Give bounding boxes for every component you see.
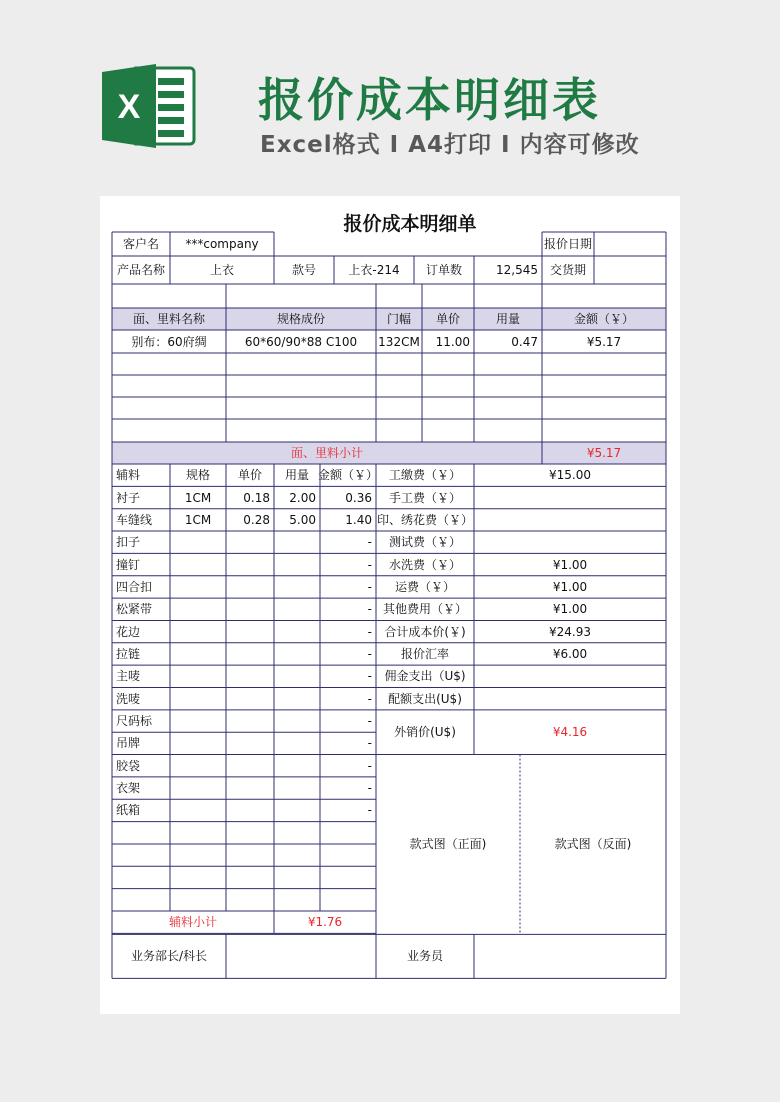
acc-row-price	[226, 777, 274, 799]
export-price-label: 外销价(U$)	[394, 725, 456, 740]
cost-value: ¥15.00	[549, 468, 591, 483]
acc-row-name: 洗唛	[116, 691, 141, 706]
fabric-subtotal-label: 面、里料小计	[290, 446, 363, 460]
acc-row-qty	[274, 688, 320, 710]
acc-row-name: 四合扣	[116, 579, 153, 594]
fabric-subtotal-value: ¥5.17	[586, 446, 622, 460]
acc-row-name: 胶袋	[116, 758, 141, 773]
order-qty-value: 12,545	[496, 263, 538, 277]
cost-label: 合计成本价(￥)	[384, 624, 466, 639]
cost-label: 运费（￥）	[394, 579, 455, 594]
acc-row-spec	[170, 598, 226, 620]
cost-value: ¥1.00	[552, 602, 588, 617]
acc-row-spec	[170, 620, 226, 642]
acc-row-amount: -	[367, 579, 372, 594]
delivery-label: 交货期	[549, 263, 586, 277]
acc-row-qty	[274, 665, 320, 687]
acc-row-spec	[170, 531, 226, 553]
acc-row-price	[226, 665, 274, 687]
acc-row-amount: -	[367, 557, 372, 572]
cost-label: 测试费（￥）	[388, 535, 461, 550]
acc-row-name: 吊牌	[116, 736, 141, 751]
acc-row-name: 纸箱	[116, 803, 141, 818]
acc-row-amount: -	[367, 624, 372, 639]
acc-row-spec: 1CM	[184, 490, 212, 505]
acc-row-qty	[274, 799, 320, 821]
cost-value	[474, 509, 666, 531]
sheet-title: 报价成本明细单	[343, 212, 477, 235]
fabric-cell-spec: 60*60/90*88 C100	[244, 334, 358, 349]
fabric-cell-qty: 0.47	[511, 334, 538, 349]
acc-row-spec	[170, 688, 226, 710]
acc-row-name: 松紧带	[116, 602, 153, 617]
acc-row-amount: -	[367, 781, 372, 796]
acc-row-spec	[170, 710, 226, 732]
cost-value	[474, 665, 666, 687]
acc-row-qty: 2.00	[289, 490, 316, 505]
acc-row-spec	[170, 553, 226, 575]
acc-row-price	[226, 643, 274, 665]
fabric-header-spec: 规格成份	[276, 312, 325, 326]
acc-row-name: 拉链	[116, 646, 141, 661]
cost-value: ¥6.00	[552, 646, 588, 661]
acc-row-spec	[170, 576, 226, 598]
acc-row-amount: 1.40	[345, 512, 372, 527]
acc-row-name: 衣架	[116, 781, 141, 796]
acc-header-amount: 金额（￥）	[318, 468, 379, 483]
excel-logo-icon	[100, 60, 196, 152]
cost-label: 水洗费（￥）	[388, 557, 461, 572]
quote-date-label: 报价日期	[543, 237, 592, 251]
cost-label: 手工费（￥）	[388, 490, 461, 505]
acc-row-qty	[274, 598, 320, 620]
export-price-value: ¥4.16	[552, 725, 588, 740]
acc-row-amount: -	[367, 602, 372, 617]
acc-row-spec: 1CM	[184, 512, 212, 527]
acc-row-qty	[274, 531, 320, 553]
fabric-header-width: 门幅	[386, 312, 411, 326]
banner-title: 报价成本明细表	[258, 73, 601, 127]
acc-row-name: 车缝线	[116, 512, 153, 527]
fabric-cell-price: 11.00	[435, 334, 470, 349]
acc-row-price	[226, 755, 274, 777]
acc-row-amount: -	[367, 669, 372, 684]
acc-header-spec: 规格	[185, 468, 210, 483]
acc-row-name: 撞钉	[116, 557, 141, 572]
acc-row-price	[226, 576, 274, 598]
logo-letter: X	[117, 88, 141, 126]
acc-row-qty	[274, 553, 320, 575]
cost-value	[474, 531, 666, 553]
fabric-header-name: 面、里料名称	[132, 312, 205, 326]
acc-row-qty	[274, 755, 320, 777]
product-value: 上衣	[209, 263, 234, 277]
acc-header-name: 辅料	[116, 468, 141, 483]
acc-header-price: 单价	[237, 468, 262, 483]
acc-row-amount: -	[367, 736, 372, 751]
acc-row-qty	[274, 643, 320, 665]
acc-row-amount: -	[367, 803, 372, 818]
fabric-cell-amount: ¥5.17	[586, 334, 622, 349]
acc-row-price	[226, 598, 274, 620]
back-image-label: 款式图（反面)	[554, 837, 632, 852]
acc-row-spec	[170, 665, 226, 687]
acc-row-name: 尺码标	[116, 714, 153, 729]
fabric-header-price: 单价	[435, 312, 460, 326]
cost-label: 工缴费（￥）	[388, 468, 461, 483]
customer-value: ***company	[185, 237, 259, 251]
acc-subtotal-value: ¥1.76	[307, 915, 343, 930]
cost-sheet	[100, 196, 680, 1014]
cost-label: 其他费用（￥）	[382, 602, 467, 617]
fabric-cell-name: 别布：60府绸	[131, 334, 207, 349]
acc-row-qty	[274, 620, 320, 642]
product-label: 产品名称	[116, 263, 165, 277]
acc-row-spec	[170, 777, 226, 799]
manager-label: 业务部长/科长	[130, 949, 208, 964]
acc-row-price	[226, 531, 274, 553]
acc-row-price	[226, 710, 274, 732]
acc-row-price: 0.18	[243, 490, 270, 505]
cost-value	[474, 486, 666, 508]
style-no-label: 款号	[291, 263, 316, 277]
cost-label: 佣金支出（U$)	[384, 669, 466, 684]
acc-row-price	[226, 688, 274, 710]
acc-row-price	[226, 620, 274, 642]
acc-row-qty	[274, 777, 320, 799]
acc-row-spec	[170, 755, 226, 777]
acc-row-amount: -	[367, 646, 372, 661]
cost-value	[474, 688, 666, 710]
acc-row-spec	[170, 799, 226, 821]
customer-label: 客户名	[122, 237, 159, 251]
fabric-header-amount: 金额（￥）	[573, 312, 634, 326]
cost-label: 印、绣花费（￥）	[376, 512, 473, 527]
cost-label: 报价汇率	[400, 646, 449, 661]
acc-row-qty	[274, 732, 320, 754]
order-qty-label: 订单数	[425, 263, 462, 277]
acc-row-price	[226, 799, 274, 821]
salesperson-label: 业务员	[406, 949, 443, 964]
acc-row-qty	[274, 576, 320, 598]
acc-row-amount: -	[367, 714, 372, 729]
acc-subtotal-label: 辅料小计	[168, 915, 217, 930]
acc-row-amount: -	[367, 535, 372, 550]
front-image-label: 款式图（正面)	[409, 837, 487, 852]
banner-subtitle: Excel格式 I A4打印 I 内容可修改	[260, 132, 640, 158]
fabric-cell-width: 132CM	[378, 334, 420, 349]
acc-row-amount: 0.36	[345, 490, 372, 505]
acc-row-amount: -	[367, 758, 372, 773]
acc-row-name: 花边	[116, 624, 141, 639]
acc-header-qty: 用量	[284, 468, 309, 483]
acc-row-qty: 5.00	[289, 512, 316, 527]
cost-value: ¥1.00	[552, 579, 588, 594]
style-no-value: 上衣-214	[348, 263, 400, 277]
acc-row-price: 0.28	[243, 512, 270, 527]
cost-value: ¥1.00	[552, 557, 588, 572]
cost-label: 配额支出(U$)	[388, 691, 462, 706]
acc-row-name: 衬子	[116, 490, 141, 505]
fabric-header-qty: 用量	[495, 312, 520, 326]
acc-row-price	[226, 732, 274, 754]
acc-row-name: 主唛	[116, 669, 141, 684]
acc-row-spec	[170, 643, 226, 665]
cost-value: ¥24.93	[549, 624, 591, 639]
acc-row-qty	[274, 710, 320, 732]
acc-row-spec	[170, 732, 226, 754]
acc-row-amount: -	[367, 691, 372, 706]
acc-row-price	[226, 553, 274, 575]
acc-row-name: 扣子	[116, 535, 141, 550]
